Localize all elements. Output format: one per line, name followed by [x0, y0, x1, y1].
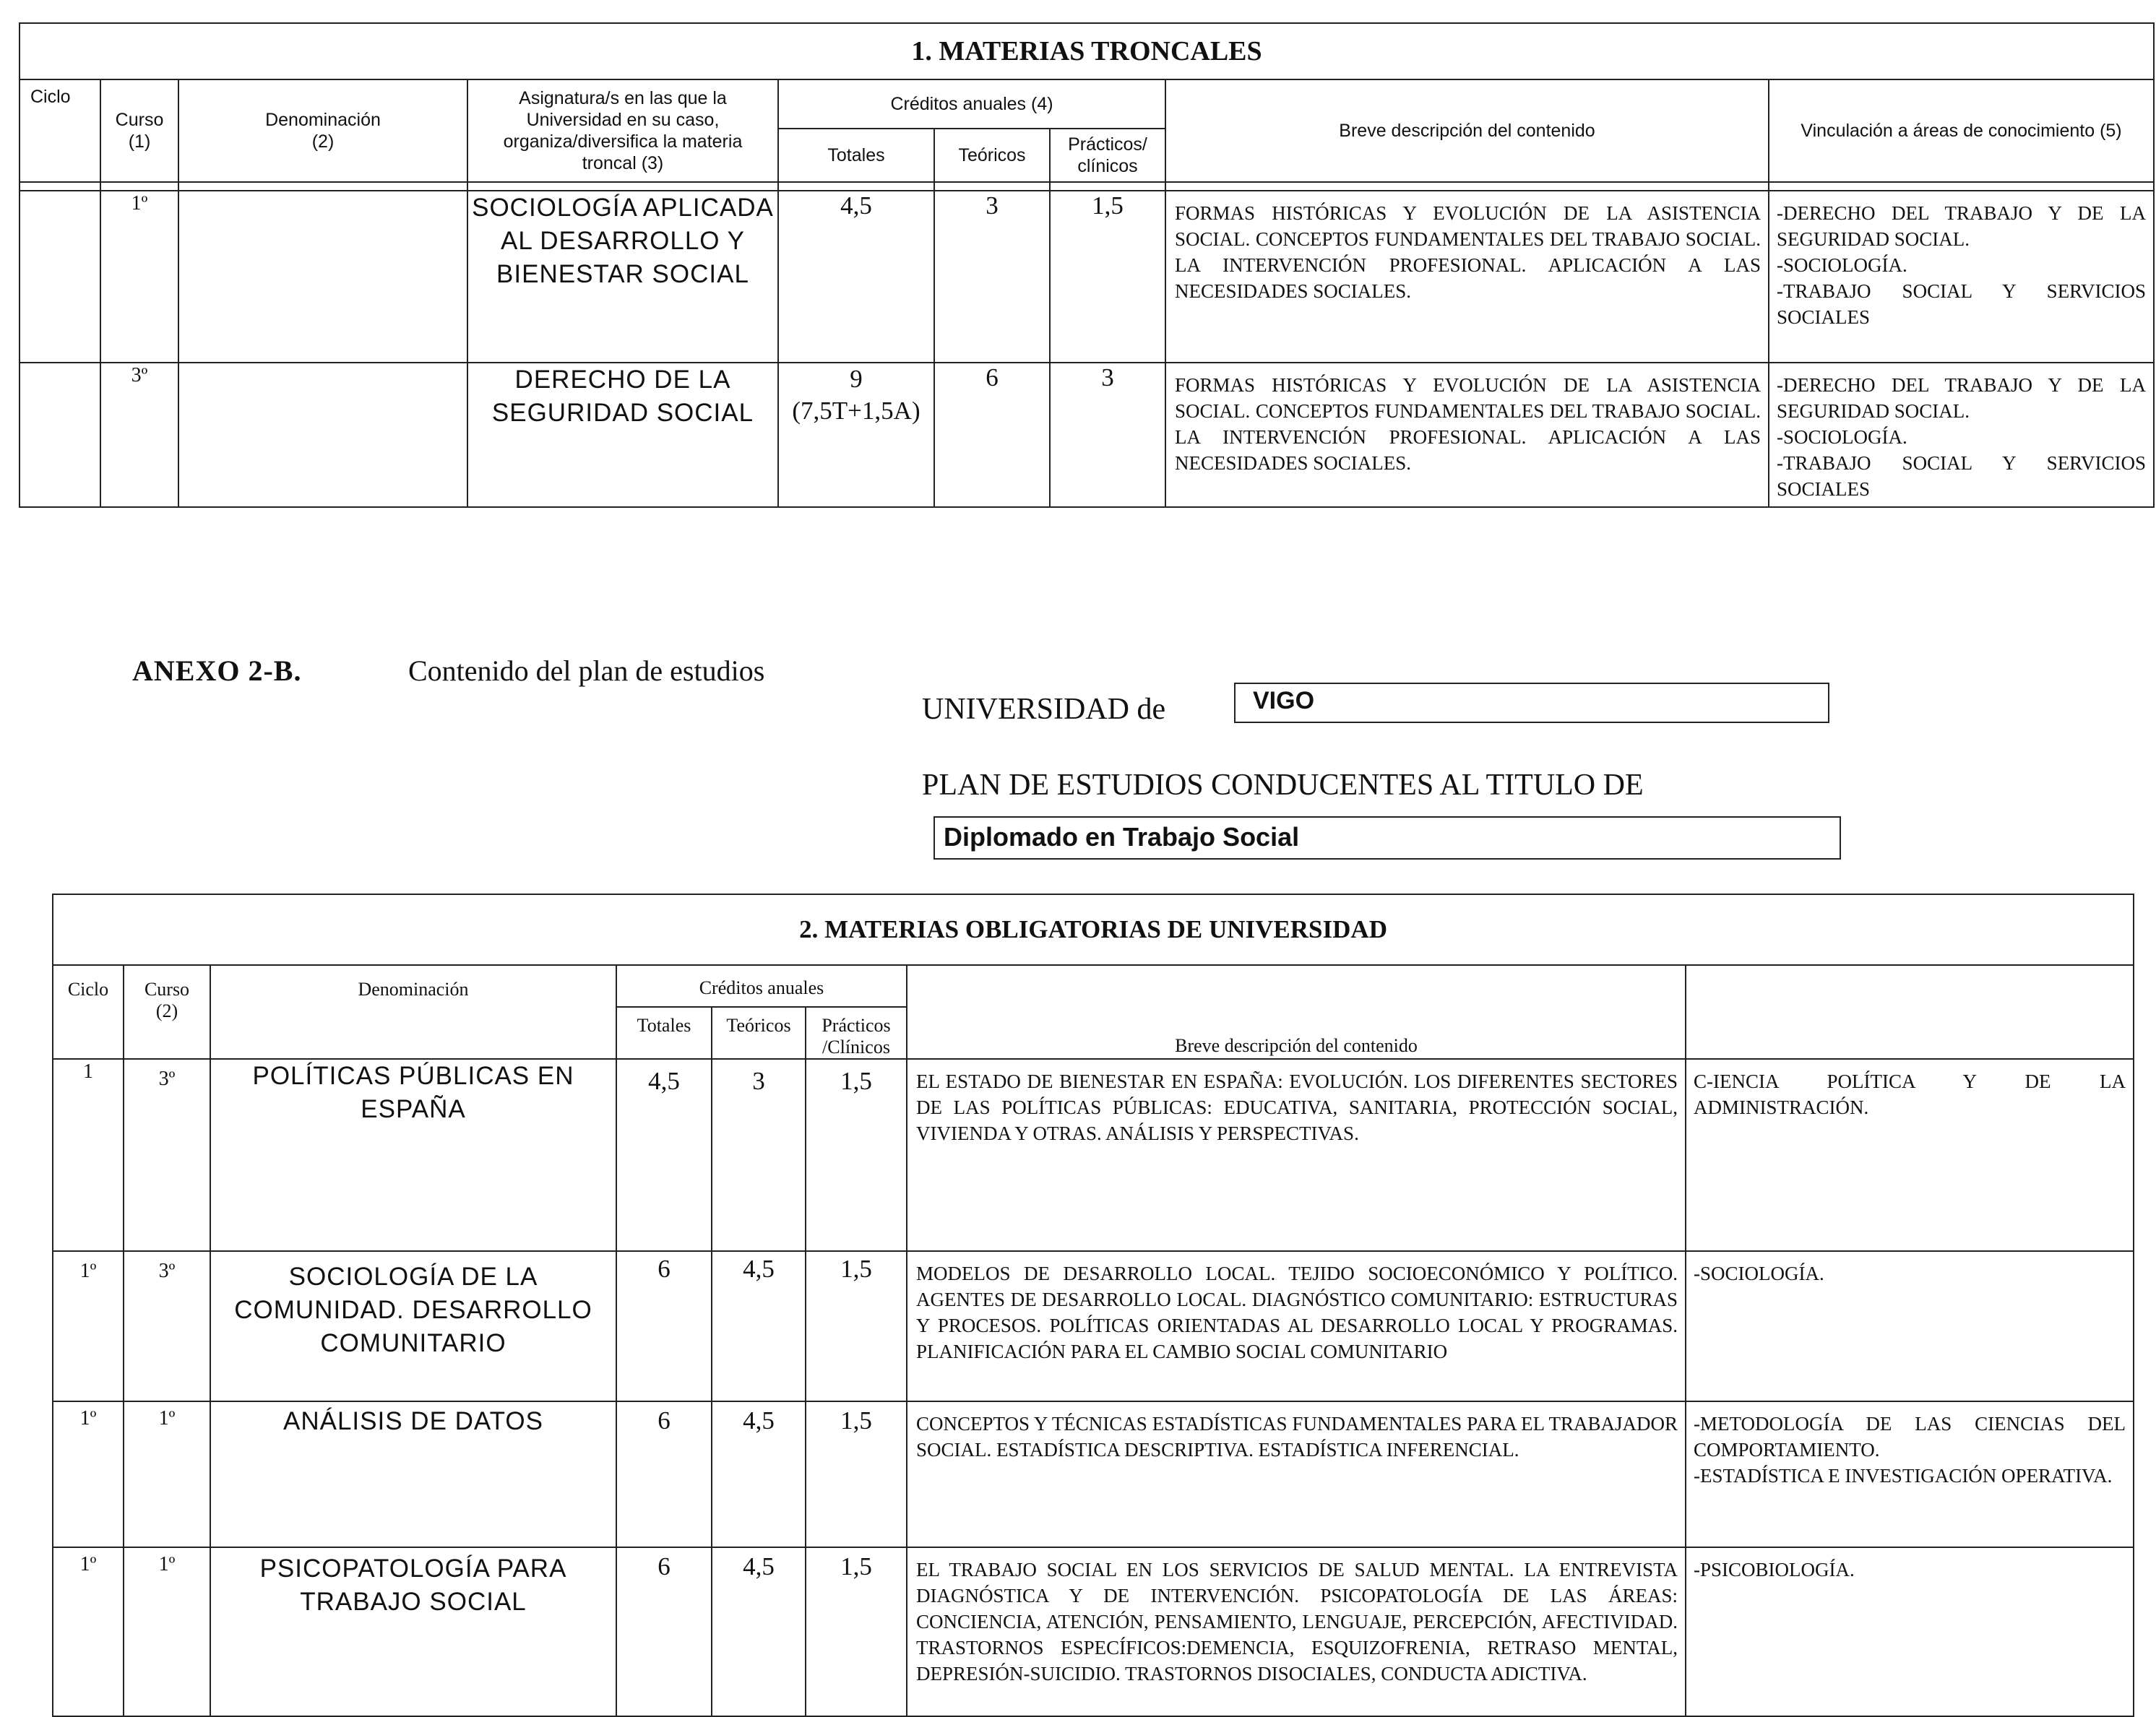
header-descripcion: Breve descripción del contenido [907, 965, 1686, 1059]
header-teoricos: Teóricos [934, 129, 1050, 182]
header-creditos: Créditos anuales [616, 965, 907, 1007]
header-practicos: Prácticos/ clínicos [1050, 129, 1165, 182]
practicos-cell: 1,5 [806, 1059, 907, 1251]
contenido-label: Contenido del plan de estudios [408, 654, 765, 687]
table-row [20, 363, 2154, 507]
descripcion-cell: FORMAS HISTÓRICAS Y EVOLUCIÓN DE LA ASISTENCIA SOCIAL. CONCEPTOS FUNDAMENTALES DEL TRABAJO SOCIAL. LA INTERVENCIÓN PROFESIONAL. APLICACIÓN A LAS NECESIDADES SOCIALES. [1165, 363, 1769, 507]
header-denominacion: Denominación (2) [178, 79, 467, 182]
ciclo-cell: 1º [53, 1547, 124, 1716]
materias-obligatorias-table [52, 894, 2134, 1717]
table1-title: 1. MATERIAS TRONCALES [20, 23, 2154, 79]
universidad-label: UNIVERSIDAD de [922, 693, 1166, 726]
totales-cell: 6 [616, 1251, 712, 1401]
header-practicos: Prácticos /Clínicos [806, 1007, 907, 1059]
header-asignaturas: Asignatura/s en las que la Universidad en su caso, organiza/diversifica la materia troncal (3) [467, 79, 778, 182]
denominacion-cell: PSICOPATOLOGÍA PARA TRABAJO SOCIAL [210, 1547, 616, 1716]
ciclo-cell: 1º [53, 1251, 124, 1401]
descripcion-cell: EL ESTADO DE BIENESTAR EN ESPAÑA: EVOLUCIÓN. LOS DIFERENTES SECTORES DE LAS POLÍTICAS PÚBLICAS: EDUCATIVA, SANITARIA, PROTECCIÓN SOCIAL, VIVIENDA Y OTRAS. ANÁLISIS Y PERSPECTIVAS. [907, 1059, 1686, 1251]
ciclo-cell: 1º [53, 1401, 124, 1547]
ciclo-cell [20, 363, 100, 507]
curso-cell: 3º [124, 1251, 210, 1401]
totales-cell: 6 [616, 1401, 712, 1547]
spacer-cell [778, 182, 934, 191]
denominacion-cell [178, 363, 467, 507]
curso-cell: 3º [100, 363, 178, 507]
asignatura-cell: DERECHO DE LA SEGURIDAD SOCIAL [467, 363, 778, 507]
curso-cell: 1º [124, 1401, 210, 1547]
header-vinculacion: Vinculación a áreas de conocimiento (5) [1769, 79, 2154, 182]
header-descripcion: Breve descripción del contenido [1165, 79, 1769, 182]
spacer-cell [20, 182, 100, 191]
totales-cell: 9 (7,5T+1,5A) [778, 363, 934, 507]
practicos-cell: 1,5 [1050, 191, 1165, 363]
vinculacion-cell: C-IENCIA POLÍTICA Y DE LA ADMINISTRACIÓN. [1686, 1059, 2134, 1251]
denominacion-cell: POLÍTICAS PÚBLICAS EN ESPAÑA [210, 1059, 616, 1251]
teoricos-cell: 4,5 [712, 1401, 806, 1547]
practicos-cell: 1,5 [806, 1251, 907, 1401]
teoricos-cell: 6 [934, 363, 1050, 507]
table2-title: 2. MATERIAS OBLIGATORIAS DE UNIVERSIDAD [53, 894, 2134, 965]
denominacion-cell: ANÁLISIS DE DATOS [210, 1401, 616, 1547]
vinculacion-cell: -DERECHO DEL TRABAJO Y DE LA SEGURIDAD SOCIAL. -SOCIOLOGÍA. -TRABAJO SOCIAL Y SERVICIOS SOCIALES [1769, 363, 2154, 507]
titulo-field: Diplomado en Trabajo Social [933, 816, 1841, 860]
table-row [53, 1547, 2134, 1716]
practicos-cell: 1,5 [806, 1401, 907, 1547]
spacer-cell [1050, 182, 1165, 191]
plan-label: PLAN DE ESTUDIOS CONDUCENTES AL TITULO DE [922, 769, 1644, 802]
header-denominacion: Denominación [210, 965, 616, 1059]
teoricos-cell: 4,5 [712, 1251, 806, 1401]
spacer-cell [100, 182, 178, 191]
descripcion-cell: CONCEPTOS Y TÉCNICAS ESTADÍSTICAS FUNDAMENTALES PARA EL TRABAJADOR SOCIAL. ESTADÍSTICA DESCRIPTIVA. ESTADÍSTICA INFERENCIAL. [907, 1401, 1686, 1547]
descripcion-cell: EL TRABAJO SOCIAL EN LOS SERVICIOS DE SALUD MENTAL. LA ENTREVISTA DIAGNÓSTICA Y DE INTERVENCIÓN. PSICOPATOLOGÍA DE LAS ÁREAS: CONCIENCIA, ATENCIÓN, PENSAMIENTO, LENGUAJE, PERCEPCIÓN, AFECTIVIDAD. TRASTORNOS ESPECÍFICOS:DEMENCIA, ESQUIZOFRENIA, RETRASO MENTAL, DEPRESIÓN-SUICIDIO. TRASTORNOS DISOCIALES, CONDUCTA ADICTIVA. [907, 1547, 1686, 1716]
table-row [53, 1401, 2134, 1547]
vinculacion-cell: -METODOLOGÍA DE LAS CIENCIAS DEL COMPORTAMIENTO. -ESTADÍSTICA E INVESTIGACIÓN OPERATIVA. [1686, 1401, 2134, 1547]
spacer-cell [178, 182, 467, 191]
teoricos-cell: 3 [712, 1059, 806, 1251]
ciclo-cell [20, 191, 100, 363]
header-totales: Totales [778, 129, 934, 182]
curso-cell: 1º [100, 191, 178, 363]
denominacion-cell: SOCIOLOGÍA DE LA COMUNIDAD. DESARROLLO COMUNITARIO [210, 1251, 616, 1401]
anexo-label: ANEXO 2-B. [132, 654, 302, 687]
spacer-cell [467, 182, 778, 191]
header-vinculacion [1686, 965, 2134, 1059]
header-ciclo: Ciclo [53, 965, 124, 1059]
header-totales: Totales [616, 1007, 712, 1059]
practicos-cell: 1,5 [806, 1547, 907, 1716]
practicos-cell: 3 [1050, 363, 1165, 507]
table-row [53, 1251, 2134, 1401]
totales-cell: 4,5 [778, 191, 934, 363]
header-teoricos: Teóricos [712, 1007, 806, 1059]
vinculacion-cell: -DERECHO DEL TRABAJO Y DE LA SEGURIDAD SOCIAL. -SOCIOLOGÍA. -TRABAJO SOCIAL Y SERVICIOS SOCIALES [1769, 191, 2154, 363]
teoricos-cell: 4,5 [712, 1547, 806, 1716]
vinculacion-cell: -PSICOBIOLOGÍA. [1686, 1547, 2134, 1716]
vinculacion-cell: -SOCIOLOGÍA. [1686, 1251, 2134, 1401]
table-row [20, 191, 2154, 363]
table-row [53, 1059, 2134, 1251]
asignatura-cell: SOCIOLOGÍA APLICADA AL DESARROLLO Y BIENESTAR SOCIAL [467, 191, 778, 363]
descripcion-cell: MODELOS DE DESARROLLO LOCAL. TEJIDO SOCIOECONÓMICO Y POLÍTICO. AGENTES DE DESARROLLO LOCAL. DIAGNÓSTICO COMUNITARIO: ESTRUCTURAS Y PROCESOS. POLÍTICAS ORIENTADAS AL DESARROLLO LOCAL Y PROGRAMAS. PLANIFICACIÓN PARA EL CAMBIO SOCIAL COMUNITARIO [907, 1251, 1686, 1401]
header-curso: Curso (2) [124, 965, 210, 1059]
materias-troncales-table [19, 22, 2155, 508]
denominacion-cell [178, 191, 467, 363]
header-ciclo: Ciclo [20, 79, 100, 182]
totales-cell: 6 [616, 1547, 712, 1716]
teoricos-cell: 3 [934, 191, 1050, 363]
header-creditos: Créditos anuales (4) [778, 79, 1165, 129]
spacer-cell [1165, 182, 1769, 191]
spacer-cell [1769, 182, 2154, 191]
curso-cell: 3º [124, 1059, 210, 1251]
descripcion-cell: FORMAS HISTÓRICAS Y EVOLUCIÓN DE LA ASISTENCIA SOCIAL. CONCEPTOS FUNDAMENTALES DEL TRABAJO SOCIAL. LA INTERVENCIÓN PROFESIONAL. APLICACIÓN A LAS NECESIDADES SOCIALES. [1165, 191, 1769, 363]
ciclo-cell: 1 [53, 1059, 124, 1251]
spacer-cell [934, 182, 1050, 191]
totales-cell: 4,5 [616, 1059, 712, 1251]
curso-cell: 1º [124, 1547, 210, 1716]
universidad-field: VIGO [1234, 683, 1829, 723]
header-curso: Curso (1) [100, 79, 178, 182]
